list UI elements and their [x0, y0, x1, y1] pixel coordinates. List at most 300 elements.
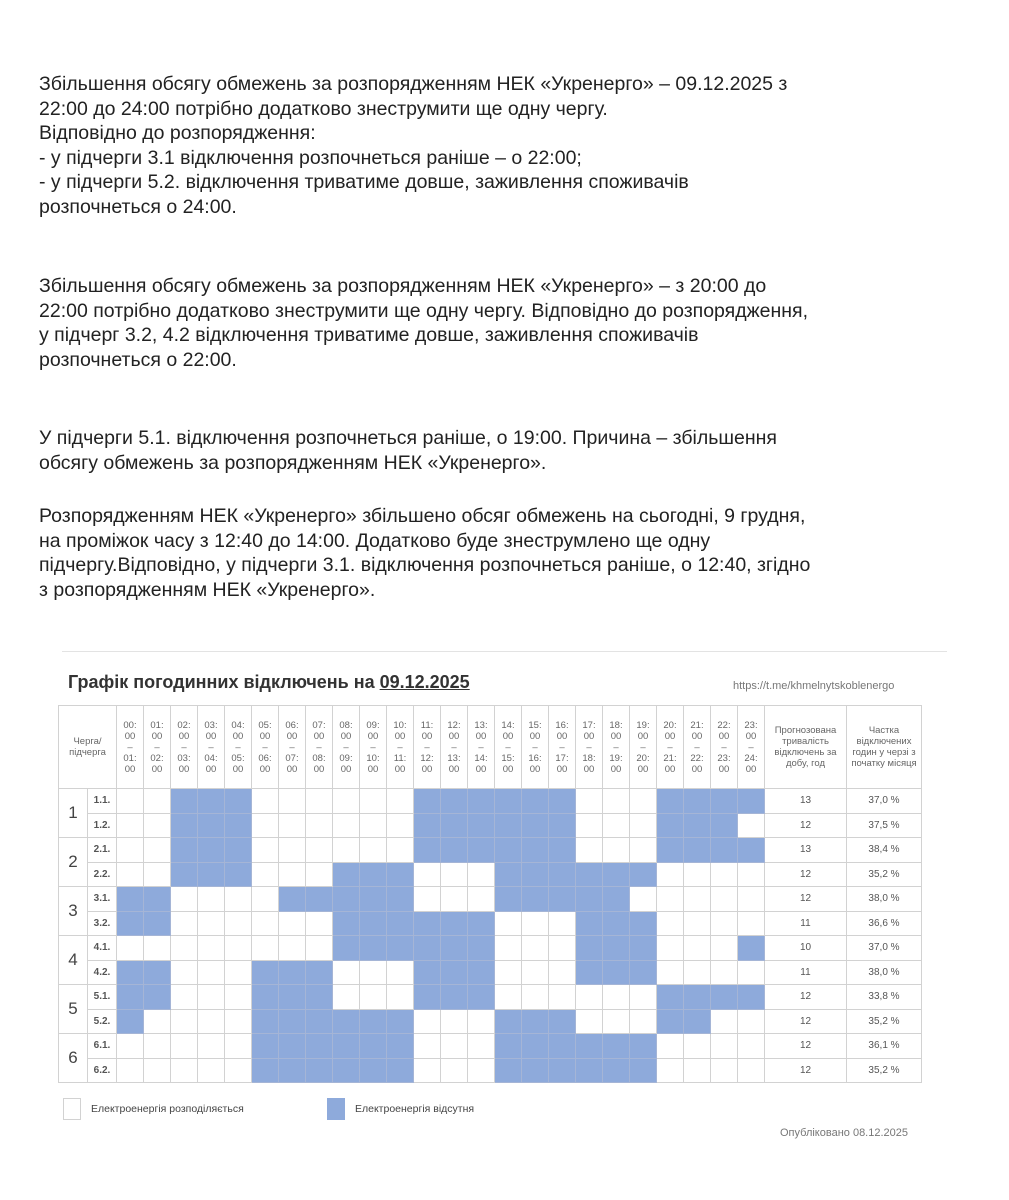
- power-cell: [468, 887, 495, 912]
- power-cell: [306, 936, 333, 961]
- outage-cell: [252, 1009, 279, 1034]
- power-cell: [117, 936, 144, 961]
- hour-slot-header: [603, 706, 630, 789]
- power-cell: [441, 1034, 468, 1059]
- outage-cell: [306, 1058, 333, 1083]
- outage-cell: [549, 1034, 576, 1059]
- power-cell: [711, 1034, 738, 1059]
- table-row: [59, 1009, 922, 1034]
- power-cell: [306, 838, 333, 863]
- power-cell: [684, 1034, 711, 1059]
- queue-header-line1: Черга/: [73, 736, 102, 747]
- power-cell: [603, 838, 630, 863]
- hour-slot-part: 00: [205, 730, 217, 742]
- power-cell: [198, 985, 225, 1010]
- hour-slot-part: 00: [691, 730, 703, 742]
- outage-cell: [684, 789, 711, 814]
- hour-slot-part: 12:: [420, 752, 434, 764]
- power-cell: [738, 862, 765, 887]
- power-cell: [576, 985, 603, 1010]
- outage-cell: [603, 911, 630, 936]
- outage-cell: [441, 936, 468, 961]
- outage-cell: [630, 911, 657, 936]
- hour-slot-part: 00:: [123, 719, 137, 731]
- power-cell: [279, 862, 306, 887]
- table-row: [59, 960, 922, 985]
- hour-slot-header: [441, 706, 468, 789]
- power-cell: [387, 960, 414, 985]
- power-cell: [495, 960, 522, 985]
- queue-header-line2: підчерга: [69, 747, 106, 758]
- hour-slot-part: 13:: [474, 719, 488, 731]
- power-cell: [684, 911, 711, 936]
- hour-slot-part: 00: [664, 730, 676, 742]
- power-cell: [144, 838, 171, 863]
- power-cell: [144, 789, 171, 814]
- outage-cell: [549, 1058, 576, 1083]
- outage-cell: [441, 960, 468, 985]
- outage-cell: [198, 862, 225, 887]
- outage-cell: [576, 1034, 603, 1059]
- announcement-line: підчергу.Відповідно, у підчерги 3.1. відключення розпочнеться раніше, о 12:40, згідно: [39, 554, 811, 576]
- power-cell: [171, 936, 198, 961]
- outage-cell: [252, 1058, 279, 1083]
- power-cell: [657, 862, 684, 887]
- power-cell: [738, 1009, 765, 1034]
- outage-cell: [468, 911, 495, 936]
- outage-cell: [549, 813, 576, 838]
- hour-slot-header: [360, 706, 387, 789]
- month-share-value: 35,2 %: [847, 1009, 922, 1034]
- hour-slot-part: 00: [529, 763, 541, 775]
- hour-slot-part: 04:: [231, 719, 245, 731]
- power-cell: [171, 887, 198, 912]
- hour-slot-part: 19:: [636, 719, 650, 731]
- hour-slot-part: 00: [151, 763, 163, 775]
- hour-slot-header: [198, 706, 225, 789]
- announcement-line: - у підчерги 5.2. відключення триватиме довше, заживлення споживачів: [39, 171, 689, 193]
- power-cell: [387, 985, 414, 1010]
- hour-slot-part: 15:: [501, 752, 515, 764]
- outage-cell: [522, 838, 549, 863]
- power-cell: [711, 960, 738, 985]
- month-share-value: 36,6 %: [847, 911, 922, 936]
- outage-cell: [279, 1058, 306, 1083]
- power-cell: [738, 911, 765, 936]
- outage-cell: [414, 985, 441, 1010]
- hour-slot-part: 16:: [555, 719, 569, 731]
- hour-slot-part: –: [451, 741, 457, 753]
- hour-slot-part: 23:: [717, 752, 731, 764]
- outage-cell: [657, 1009, 684, 1034]
- outage-cell: [279, 1034, 306, 1059]
- hour-slot-part: 01:: [150, 719, 164, 731]
- hour-slot-part: 00: [502, 763, 514, 775]
- hour-slot-part: –: [532, 741, 538, 753]
- hour-slot-part: –: [586, 741, 592, 753]
- hour-slot-part: 00: [367, 763, 379, 775]
- hour-slot-part: –: [559, 741, 565, 753]
- outage-cell: [468, 789, 495, 814]
- hour-slot-part: 10:: [366, 752, 380, 764]
- outage-schedule-table: [58, 705, 922, 1083]
- power-cell: [225, 936, 252, 961]
- outage-cell: [171, 862, 198, 887]
- hour-slot-part: –: [694, 741, 700, 753]
- hour-slot-part: 11:: [393, 752, 407, 764]
- hour-slot-part: 00: [502, 730, 514, 742]
- power-cell: [495, 911, 522, 936]
- outage-cell: [360, 936, 387, 961]
- power-cell: [468, 1009, 495, 1034]
- outage-cell: [441, 985, 468, 1010]
- queue-header: [59, 706, 117, 789]
- power-cell: [333, 838, 360, 863]
- outage-cell: [711, 838, 738, 863]
- hour-slot-part: 24:: [744, 752, 758, 764]
- outage-cell: [225, 789, 252, 814]
- announcement-line: з розпорядженням НЕК «Укренерго».: [39, 578, 376, 601]
- hour-slot-part: 00: [151, 730, 163, 742]
- outage-cell: [117, 985, 144, 1010]
- hour-slot-part: 09:: [339, 752, 353, 764]
- hour-slot-header: [117, 706, 144, 789]
- outage-cell: [333, 1058, 360, 1083]
- outage-cell: [225, 813, 252, 838]
- power-cell: [522, 936, 549, 961]
- outage-cell: [657, 985, 684, 1010]
- outage-cell: [225, 862, 252, 887]
- outage-cell: [360, 887, 387, 912]
- power-cell: [306, 789, 333, 814]
- hour-slot-header: [522, 706, 549, 789]
- outage-cell: [630, 936, 657, 961]
- hour-slot-part: 16:: [528, 752, 542, 764]
- outage-cell: [333, 887, 360, 912]
- hour-slot-part: 00: [448, 730, 460, 742]
- power-cell: [252, 789, 279, 814]
- power-cell: [738, 887, 765, 912]
- hour-slot-header: [387, 706, 414, 789]
- power-cell: [198, 1034, 225, 1059]
- hour-slot-part: –: [478, 741, 484, 753]
- outage-cell: [387, 911, 414, 936]
- outage-cell: [279, 960, 306, 985]
- queue-group-label: 5: [59, 985, 88, 1034]
- outage-cell: [657, 789, 684, 814]
- power-cell: [441, 1009, 468, 1034]
- queue-group-label: 4: [59, 936, 88, 985]
- power-cell: [306, 862, 333, 887]
- hour-slot-part: 00: [475, 763, 487, 775]
- power-cell: [549, 911, 576, 936]
- power-cell: [657, 960, 684, 985]
- power-cell: [117, 862, 144, 887]
- hour-slot-part: 00: [205, 763, 217, 775]
- forecast-hours-value: 12: [765, 1058, 847, 1083]
- power-cell: [279, 813, 306, 838]
- power-cell: [576, 1009, 603, 1034]
- power-cell: [252, 911, 279, 936]
- power-cell: [252, 862, 279, 887]
- outage-cell: [117, 911, 144, 936]
- hour-slot-part: 06:: [285, 719, 299, 731]
- outage-cell: [360, 1009, 387, 1034]
- hour-slot-header: [144, 706, 171, 789]
- forecast-hours-value: 10: [765, 936, 847, 961]
- power-cell: [225, 960, 252, 985]
- hour-slot-header: [630, 706, 657, 789]
- outage-cell: [441, 911, 468, 936]
- hour-slot-part: 00: [124, 763, 136, 775]
- power-cell: [252, 887, 279, 912]
- hour-slot-header: [225, 706, 252, 789]
- power-cell: [603, 813, 630, 838]
- outage-cell: [603, 1034, 630, 1059]
- power-cell: [603, 789, 630, 814]
- power-cell: [144, 936, 171, 961]
- hour-slot-part: 07:: [312, 719, 326, 731]
- outage-cell: [333, 862, 360, 887]
- power-cell: [576, 789, 603, 814]
- outage-cell: [468, 985, 495, 1010]
- hour-slot-part: 15:: [528, 719, 542, 731]
- hour-slot-part: 00: [745, 763, 757, 775]
- power-cell: [225, 1058, 252, 1083]
- power-cell: [738, 813, 765, 838]
- subqueue-label: 2.1.: [88, 838, 117, 863]
- table-row: [59, 813, 922, 838]
- hour-slot-header: [576, 706, 603, 789]
- hour-slot-part: 14:: [501, 719, 515, 731]
- power-cell: [387, 813, 414, 838]
- outage-cell: [414, 838, 441, 863]
- hour-slot-part: 01:: [123, 752, 137, 764]
- outage-cell: [630, 1034, 657, 1059]
- outage-cell: [738, 838, 765, 863]
- power-cell: [549, 960, 576, 985]
- outage-cell: [711, 813, 738, 838]
- forecast-hours-value: 12: [765, 985, 847, 1010]
- power-cell: [414, 862, 441, 887]
- outage-cell: [144, 960, 171, 985]
- power-cell: [333, 960, 360, 985]
- forecast-hours-value: 12: [765, 1034, 847, 1059]
- hour-slot-part: 11:: [420, 719, 434, 731]
- power-cell: [495, 985, 522, 1010]
- hour-slot-part: 00: [394, 730, 406, 742]
- outage-cell: [252, 1034, 279, 1059]
- hour-slot-header: [684, 706, 711, 789]
- table-row: [59, 1058, 922, 1083]
- announcement-line: обсягу обмежень за розпорядженням НЕК «Укренерго».: [39, 451, 547, 474]
- power-cell: [144, 1034, 171, 1059]
- hour-slot-header: [333, 706, 360, 789]
- power-cell: [360, 838, 387, 863]
- outage-cell: [522, 1009, 549, 1034]
- outage-cell: [171, 838, 198, 863]
- subqueue-label: 1.2.: [88, 813, 117, 838]
- outage-cell: [144, 887, 171, 912]
- forecast-hours-header: Прогнозована тривалість відключень за добу, год: [765, 706, 847, 789]
- outage-cell: [360, 1058, 387, 1083]
- power-cell: [117, 789, 144, 814]
- outage-cell: [333, 911, 360, 936]
- outage-cell: [495, 789, 522, 814]
- month-share-value: 38,4 %: [847, 838, 922, 863]
- hour-slot-part: 00: [556, 763, 568, 775]
- hour-slot-part: –: [343, 741, 349, 753]
- power-cell: [225, 985, 252, 1010]
- schedule-url: https://t.me/khmelnytskoblenergo: [733, 680, 895, 692]
- hour-slot-part: 03:: [177, 752, 191, 764]
- power-cell: [441, 862, 468, 887]
- table-row: [59, 838, 922, 863]
- hour-slot-part: 12:: [447, 719, 461, 731]
- outage-cell: [603, 936, 630, 961]
- power-cell: [414, 1009, 441, 1034]
- hour-slot-part: –: [640, 741, 646, 753]
- hour-slot-part: 22:: [690, 752, 704, 764]
- outage-cell: [603, 960, 630, 985]
- outage-cell: [657, 813, 684, 838]
- hour-slot-part: –: [748, 741, 754, 753]
- power-cell: [117, 838, 144, 863]
- outage-cell: [603, 887, 630, 912]
- power-cell: [306, 813, 333, 838]
- subqueue-label: 4.2.: [88, 960, 117, 985]
- outage-cell: [306, 985, 333, 1010]
- power-cell: [333, 985, 360, 1010]
- hour-slot-part: –: [127, 741, 133, 753]
- forecast-hours-value: 11: [765, 911, 847, 936]
- outage-cell: [306, 1009, 333, 1034]
- outage-cell: [603, 862, 630, 887]
- outage-cell: [171, 789, 198, 814]
- hour-slot-part: 00: [178, 763, 190, 775]
- outage-cell: [738, 985, 765, 1010]
- outage-cell: [576, 936, 603, 961]
- outage-cell: [468, 838, 495, 863]
- power-cell: [171, 985, 198, 1010]
- hour-slot-part: 17:: [582, 719, 596, 731]
- power-cell: [549, 936, 576, 961]
- outage-cell: [522, 1058, 549, 1083]
- power-cell: [657, 1058, 684, 1083]
- power-cell: [522, 960, 549, 985]
- hour-slot-part: –: [721, 741, 727, 753]
- outage-cell: [522, 789, 549, 814]
- outage-cell: [414, 813, 441, 838]
- legend-swatch-on: [63, 1098, 81, 1120]
- subqueue-label: 6.2.: [88, 1058, 117, 1083]
- power-cell: [522, 911, 549, 936]
- hour-slot-header: [468, 706, 495, 789]
- outage-cell: [711, 985, 738, 1010]
- hour-slot-header: [279, 706, 306, 789]
- power-cell: [171, 1034, 198, 1059]
- power-cell: [117, 813, 144, 838]
- power-cell: [657, 887, 684, 912]
- outage-cell: [387, 936, 414, 961]
- hour-slot-part: 05:: [231, 752, 245, 764]
- outage-cell: [306, 887, 333, 912]
- hour-slot-part: 13:: [447, 752, 461, 764]
- power-cell: [630, 985, 657, 1010]
- outage-cell: [684, 813, 711, 838]
- hour-slot-part: 00: [232, 730, 244, 742]
- hour-slot-part: 00: [610, 730, 622, 742]
- hour-slot-part: –: [370, 741, 376, 753]
- table-row: [59, 1034, 922, 1059]
- power-cell: [468, 862, 495, 887]
- power-cell: [657, 911, 684, 936]
- divider: [62, 651, 947, 652]
- power-cell: [711, 911, 738, 936]
- hour-slot-part: –: [667, 741, 673, 753]
- outage-cell: [657, 838, 684, 863]
- outage-cell: [171, 813, 198, 838]
- subqueue-label: 1.1.: [88, 789, 117, 814]
- power-cell: [198, 1009, 225, 1034]
- legend-power-on: [63, 1098, 244, 1120]
- power-cell: [414, 887, 441, 912]
- power-cell: [630, 813, 657, 838]
- outage-cell: [198, 789, 225, 814]
- power-cell: [171, 911, 198, 936]
- forecast-hours-value: 12: [765, 887, 847, 912]
- outage-cell: [252, 960, 279, 985]
- table-body: [59, 789, 922, 1083]
- power-cell: [738, 1034, 765, 1059]
- subqueue-label: 6.1.: [88, 1034, 117, 1059]
- legend-power-off: [327, 1098, 474, 1120]
- outage-cell: [414, 911, 441, 936]
- outage-cell: [522, 1034, 549, 1059]
- schedule-title-date: 09.12.2025: [379, 672, 470, 692]
- outage-cell: [576, 911, 603, 936]
- hour-slot-part: 00: [664, 763, 676, 775]
- power-cell: [711, 936, 738, 961]
- outage-cell: [144, 985, 171, 1010]
- outage-cell: [711, 789, 738, 814]
- hour-slot-part: 00: [340, 763, 352, 775]
- hour-slot-part: 08:: [339, 719, 353, 731]
- hour-slot-part: 23:: [744, 719, 758, 731]
- hour-slot-part: 00: [259, 730, 271, 742]
- hour-slot-part: 00: [637, 730, 649, 742]
- subqueue-label: 5.1.: [88, 985, 117, 1010]
- table-row: [59, 862, 922, 887]
- announcement-3: [39, 426, 979, 475]
- hour-slot-part: 00: [637, 763, 649, 775]
- announcement-line: 22:00 потрібно додатково знеструмити ще одну чергу. Відповідно до розпорядження,: [39, 299, 809, 322]
- hour-slot-part: 00: [178, 730, 190, 742]
- outage-cell: [306, 960, 333, 985]
- announcement-line: Відповідно до розпорядження:: [39, 122, 316, 144]
- power-cell: [414, 1034, 441, 1059]
- power-cell: [117, 1034, 144, 1059]
- outage-cell: [441, 789, 468, 814]
- outage-cell: [279, 887, 306, 912]
- power-cell: [414, 1058, 441, 1083]
- power-cell: [252, 813, 279, 838]
- power-cell: [711, 862, 738, 887]
- month-share-value: 38,0 %: [847, 887, 922, 912]
- hour-slot-part: –: [397, 741, 403, 753]
- hour-slot-part: –: [424, 741, 430, 753]
- month-share-value: 37,0 %: [847, 789, 922, 814]
